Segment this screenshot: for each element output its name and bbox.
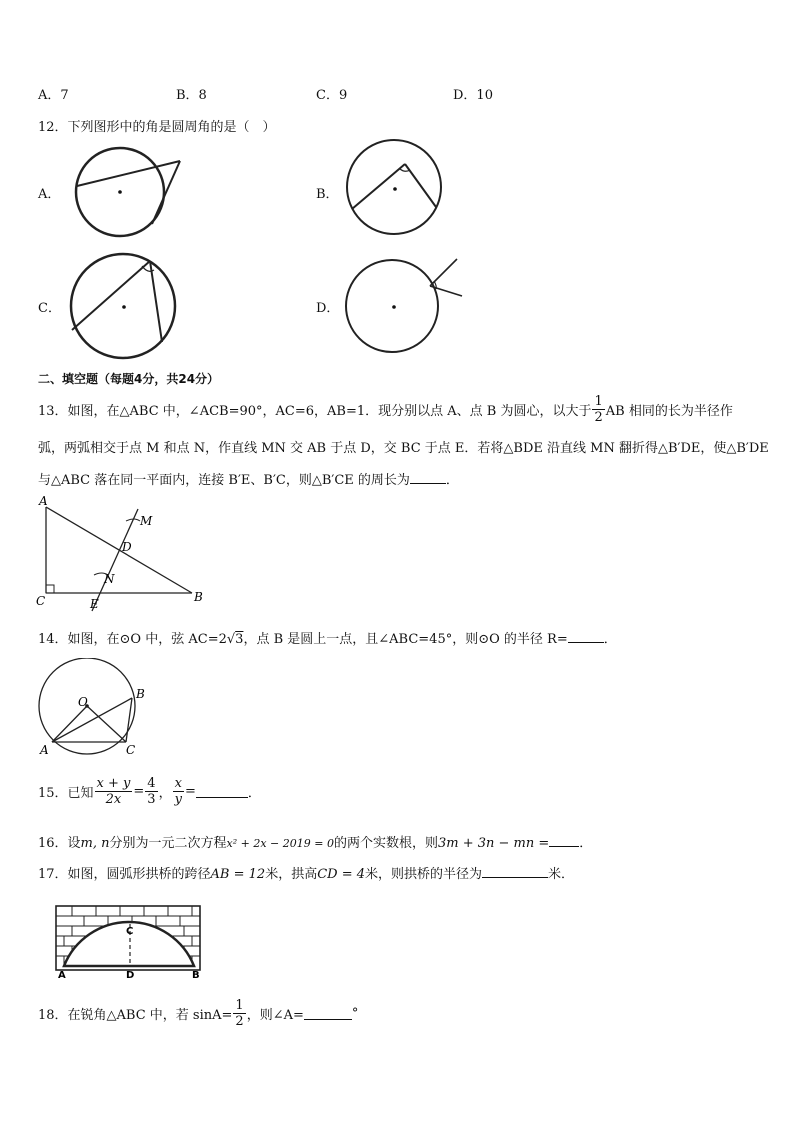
q13-half-numerator: 1: [594, 394, 603, 409]
q14-text-end: ．: [603, 632, 617, 647]
q15-fraction-3-den: y: [174, 792, 182, 807]
q16-line: [38, 832, 592, 851]
q13-label-a: A: [39, 495, 48, 508]
q14-figure: [34, 658, 154, 758]
q12-stem: 12．下列图形中的角是圆周角的是（ ）: [38, 120, 276, 135]
q11-option-d: D．10: [453, 88, 493, 103]
q16-text-a: 16．设: [38, 836, 81, 851]
q15-fraction-2-den: 3: [147, 792, 156, 807]
q13-line-2: 弧，两弧相交于点 M 和点 N，作直线 MN 交 AB 于点 D，交 BC 于点 E．若将△BDE 沿直线 MN 翻折得△B′DE，使△B′DE: [38, 441, 769, 456]
q17-text-a: 17．如图，圆弧形拱桥的跨径: [38, 867, 211, 882]
q17-label-d: D: [126, 970, 135, 980]
q14-label-b: B: [136, 687, 145, 701]
q13-label-b: B: [194, 590, 203, 604]
q13-text-3: 与△ABC 落在同一平面内，连接 B′E、B′C，则△B′CE 的周长为: [38, 473, 410, 488]
q12-label-b: B．: [316, 187, 339, 202]
q13-label-c: C: [36, 594, 46, 608]
section-heading: 二、填空题（每题4分，共24分）: [38, 372, 220, 386]
q17-text-end: 米．: [548, 867, 575, 882]
q16-expression: 3m + 3n − mn =: [438, 836, 550, 851]
q12-figure-d: [342, 256, 466, 356]
q13-line-1: [38, 394, 733, 425]
q17-text-b: 米，拱高: [265, 867, 318, 882]
q17-line: [38, 863, 574, 882]
q16-answer-blank[interactable]: [549, 834, 579, 847]
q11-option-a: A．7: [38, 88, 69, 103]
q13-half-denominator: 2: [594, 410, 603, 425]
q18-text-b: ，则∠A=: [246, 1008, 304, 1023]
q16-end: ．: [579, 836, 593, 851]
q15-fraction-1-num: x + y: [96, 776, 131, 791]
q14-line: [38, 628, 617, 647]
q15-fraction-3-num: x: [174, 776, 182, 791]
q12-figure-b: [342, 137, 446, 241]
q11-option-b: B．8: [176, 88, 207, 103]
q15-eq2: =: [184, 784, 196, 799]
q18-line: [38, 998, 358, 1029]
q13-label-d: D: [122, 540, 132, 554]
q13-label-m: M: [140, 514, 153, 528]
q13-label-n: N: [104, 572, 115, 586]
q16-text-c: 的两个实数根，则: [333, 836, 438, 851]
q13-half-fraction: [592, 394, 604, 425]
q18-fraction-num: 1: [235, 998, 244, 1013]
q12-figure-a: [68, 146, 188, 242]
q15-fraction-2-num: 4: [147, 776, 156, 791]
q13-answer-blank[interactable]: [410, 471, 446, 484]
q15-fraction-1-den: 2x: [105, 792, 122, 807]
q15-fraction-1: [95, 776, 133, 807]
q18-text-end: °: [351, 1006, 359, 1021]
q13-line-3: [38, 469, 459, 488]
q14-sqrt-arg: 3: [235, 632, 244, 647]
q13-figure: [34, 495, 214, 615]
q17-label-c: C: [126, 926, 134, 937]
q14-sqrt: √3: [226, 632, 244, 647]
q17-bridge-figure: [52, 904, 204, 980]
q14-answer-blank[interactable]: [568, 630, 604, 643]
q13-text-a: 13．如图，在△ABC 中，∠ACB=90°，AC=6，AB=1．现分别以点 A、点 B 为圆心，以大于: [38, 404, 592, 419]
q15-fraction-3: [173, 776, 184, 807]
q15-prefix: 15．已知: [38, 786, 94, 801]
q12-figure-c: [68, 252, 180, 360]
q15-line: [38, 776, 261, 807]
q16-text-b: 分别为一元二次方程: [109, 836, 227, 851]
q14-text-a: 14．如图，在⊙O 中，弦 AC=2: [38, 632, 227, 647]
q12-label-d: D．: [316, 301, 340, 316]
q18-fraction: [233, 998, 245, 1029]
q17-text-c: 米，则拱桥的半径为: [365, 867, 483, 882]
q13-text-b: AB 相同的长为半径作: [605, 404, 733, 419]
q16-vars: m, n: [80, 836, 110, 851]
q14-text-b: ，点 B 是圆上一点，且∠ABC=45°，则⊙O 的半径 R=: [243, 632, 568, 647]
q16-equation: x² + 2x − 2019 = 0: [226, 837, 334, 850]
q17-span: AB = 12: [210, 867, 266, 882]
q17-label-b: B: [192, 970, 200, 980]
q15-comma: ，: [158, 786, 172, 801]
q15-fraction-2: [145, 776, 157, 807]
q18-fraction-den: 2: [235, 1014, 244, 1029]
q13-label-e: E: [90, 597, 99, 611]
q11-option-c: C．9: [316, 88, 348, 103]
q13-text-3-end: ．: [445, 473, 459, 488]
q17-answer-blank[interactable]: [482, 865, 548, 878]
q17-height: CD = 4: [317, 867, 366, 882]
q15-eq: =: [133, 784, 145, 799]
q15-answer-blank[interactable]: [196, 785, 248, 798]
q18-answer-blank[interactable]: [304, 1007, 352, 1020]
q14-label-c: C: [126, 743, 136, 757]
q14-label-a: A: [40, 743, 49, 757]
q12-label-a: A．: [38, 187, 61, 202]
q12-label-c: C．: [38, 301, 61, 316]
q18-text-a: 18．在锐角△ABC 中，若 sinA=: [38, 1008, 233, 1023]
q14-label-o: O: [78, 695, 88, 709]
q15-end: ．: [247, 786, 261, 801]
q17-label-a: A: [58, 970, 66, 980]
